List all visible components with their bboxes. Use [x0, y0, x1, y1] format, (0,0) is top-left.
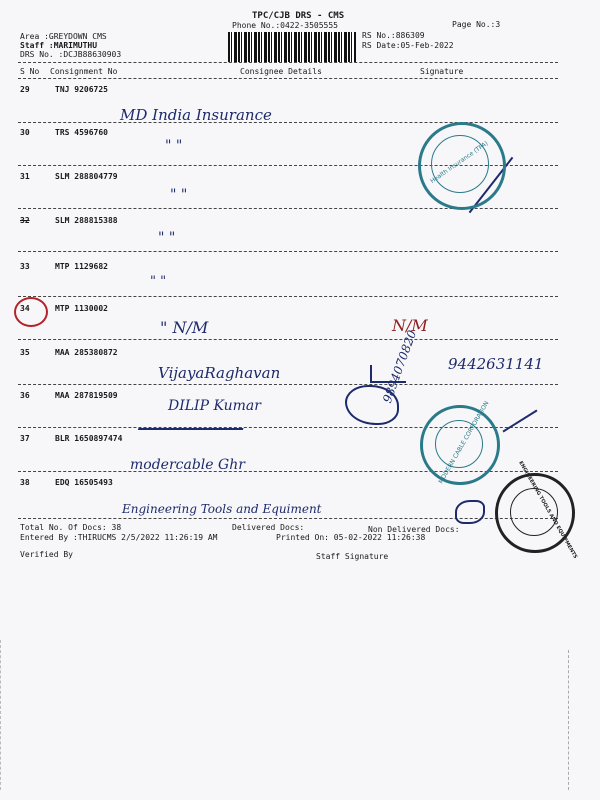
row-sno: 37 [20, 434, 30, 443]
row-divider [18, 296, 558, 297]
row-consignment: MTP 1130002 [55, 304, 108, 313]
row-consignment: MAA 285380872 [55, 348, 118, 357]
scan-edge-line [568, 650, 570, 790]
insurance-stamp [418, 122, 506, 210]
insurance-stamp-text: Health Insurance (TPA) [429, 139, 490, 186]
row-divider [18, 208, 558, 209]
verified-by: Verified By [20, 550, 73, 559]
row-divider [18, 251, 558, 252]
red-circle-mark [14, 297, 48, 327]
column-header-consignment: Consignment No [50, 67, 118, 76]
signature-scribble [455, 500, 485, 524]
column-header-signature: Signature [420, 67, 464, 76]
rs-number: RS No.:886309 [362, 31, 425, 40]
modern-cable-stamp-text: MODERN CABLE CORPORATION [437, 400, 491, 485]
row-sno: 32 [20, 216, 30, 225]
area-field: Area :GREYDOWN CMS [20, 32, 107, 41]
modern-cable-stamp [420, 400, 500, 485]
barcode [228, 32, 356, 62]
entered-by: Entered By :THIRUCMS 2/5/2022 11:26:19 AM [20, 533, 218, 542]
row-handwriting: " " [150, 274, 167, 289]
delivered-docs: Delivered Docs: [232, 523, 305, 532]
staff-signature: Staff Signature [316, 552, 389, 561]
signature-scribble [370, 365, 406, 383]
row-consignment: SLM 288804779 [55, 172, 118, 181]
phone-handwritten-rotated: 9894070820 [380, 328, 420, 405]
row-divider [18, 384, 558, 385]
row-sno: 34 [20, 304, 30, 313]
row-handwriting: VijayaRaghavan [158, 364, 281, 382]
staff-field: Staff :MARIMUTHU [20, 41, 98, 50]
row-handwriting: " " [158, 230, 176, 246]
row-sno: 29 [20, 85, 30, 94]
row-consignment: MAA 287819509 [55, 391, 118, 400]
engineering-stamp-text: ENGINEERING TOOLS AND EQUIPMENTS [517, 460, 579, 560]
row-handwriting: " " [170, 187, 188, 203]
row-sno: 38 [20, 478, 30, 487]
row-consignment: TRS 4596760 [55, 128, 108, 137]
column-header-sno: S No [20, 67, 40, 76]
row-divider [18, 339, 558, 340]
page-number: Page No.:3 [452, 20, 501, 29]
rs-date: RS Date:05-Feb-2022 [362, 41, 454, 50]
row-consignment: BLR 1650897474 [55, 434, 123, 443]
row-sno: 30 [20, 128, 30, 137]
row-sno: 35 [20, 348, 30, 357]
scan-edge-line [0, 640, 2, 790]
row-sno: 36 [20, 391, 30, 400]
pen-stroke [503, 410, 538, 433]
divider [18, 62, 558, 63]
report-title: TPC/CJB DRS - CMS [252, 11, 345, 21]
signature-scribble [345, 385, 399, 425]
row-consignment: EDQ 16505493 [55, 478, 113, 487]
non-delivered-docs: Non Delivered Docs: [368, 525, 460, 534]
drs-number: DRS No. :DCJB88630903 [20, 50, 122, 59]
row-consignment: MTP 1129682 [55, 262, 108, 271]
row-handwriting: DILIP Kumar [168, 398, 261, 414]
printed-on: Printed On: 05-02-2022 11:26:38 [276, 533, 426, 542]
row-handwriting: modercable Ghr [130, 457, 245, 473]
row-consignment: TNJ 9206725 [55, 85, 108, 94]
scribble-mark [138, 418, 247, 430]
row-handwriting: MD India Insurance [120, 106, 272, 124]
row-handwriting: Engineering Tools and Equiment [122, 502, 322, 516]
divider [18, 78, 558, 79]
row-handwriting: " N/M [160, 318, 209, 337]
row-consignment: SLM 288815388 [55, 216, 118, 225]
row-divider [18, 122, 558, 123]
phone-number: Phone No.:0422-3505555 [232, 21, 338, 30]
row-sno: 33 [20, 262, 30, 271]
phone-handwritten: 9442631141 [448, 355, 544, 373]
row-handwriting: " " [165, 138, 183, 154]
column-header-consignee: Consignee Details [240, 67, 322, 76]
engineering-stamp [495, 460, 579, 560]
total-docs: Total No. Of Docs: 38 [20, 523, 122, 532]
row-sno: 31 [20, 172, 30, 181]
nm-annotation: N/M [392, 316, 428, 335]
